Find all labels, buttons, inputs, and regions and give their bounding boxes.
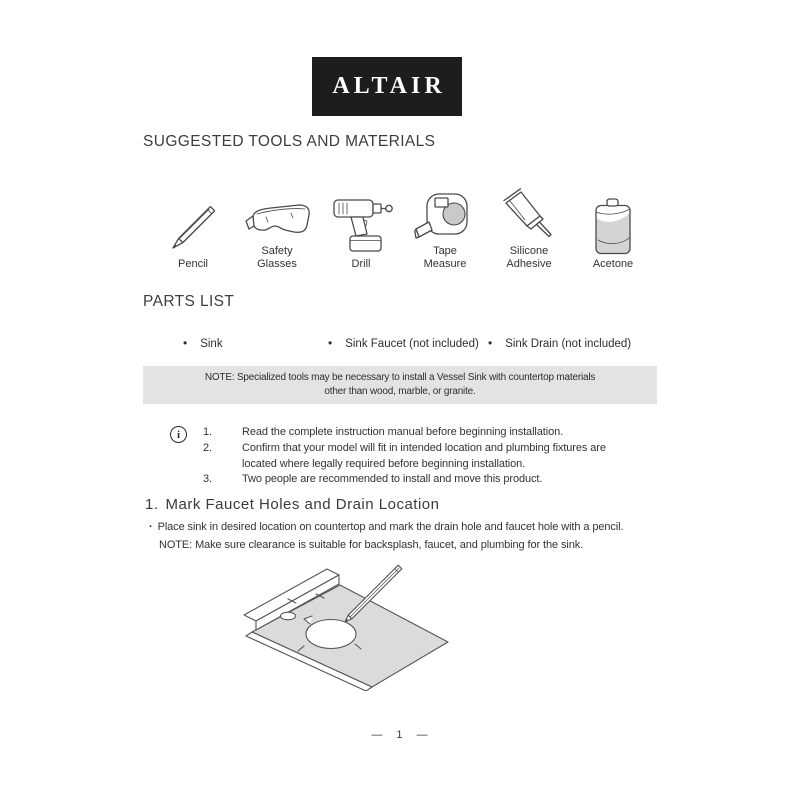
brand-logo-text: ALTAIR — [332, 73, 446, 99]
note-line: NOTE: Specialized tools may be necessary to install a Vessel Sink with countertop materials — [204, 372, 596, 383]
acetone-icon — [589, 176, 637, 255]
faucet-hole — [281, 612, 296, 620]
page-number: — 1 — — [371, 729, 429, 741]
safety-glasses-icon — [241, 176, 313, 242]
warning-number: 1. — [203, 426, 212, 438]
parts-section-heading: PARTS LIST — [143, 293, 235, 310]
drain-outline — [306, 620, 356, 649]
step1-number: 1. — [145, 496, 159, 513]
warning-number: 3. — [203, 473, 212, 486]
tool-label: Safety Glasses — [257, 245, 297, 270]
tool-label: Acetone — [592, 257, 634, 270]
step1-note: NOTE: Make sure clearance is suitable for backsplash, faucet, and plumbing for the sink. — [159, 539, 584, 551]
tool-label: Silicone Adhesive — [506, 245, 552, 270]
tool-item-acetone — [573, 176, 653, 270]
tool-item-pencil — [153, 176, 233, 270]
warning-number: 2. — [203, 441, 212, 454]
warning-text: Confirm that your model will fit in intended location and plumbing fixtures are located where legally required before beginning installation. — [242, 441, 606, 470]
brand-logo — [312, 57, 462, 116]
tool-label: Tape Measure — [423, 245, 467, 270]
warning-item — [203, 472, 663, 488]
pencil-icon — [162, 176, 224, 255]
pre-install-warnings — [203, 425, 663, 488]
tape-measure-icon — [414, 176, 476, 242]
tool-item-safety-glasses — [237, 176, 317, 270]
tools-section-heading: SUGGESTED TOOLS AND MATERIALS — [143, 133, 436, 150]
warning-text: Read the complete instruction manual before beginning installation. — [242, 426, 564, 438]
drill-icon — [329, 176, 393, 255]
silicone-adhesive-icon — [500, 176, 558, 242]
tool-label: Pencil — [178, 257, 208, 270]
parts-list-item: • Sink Drain (not included) — [488, 337, 631, 351]
note-line: other than wood, marble, or granite. — [324, 386, 476, 397]
parts-list-item: • Sink Faucet (not included) — [328, 337, 479, 351]
tool-item-tape-measure — [405, 176, 485, 270]
tool-item-silicone-adhesive — [489, 176, 569, 270]
step1-title: Mark Faucet Holes and Drain Location — [165, 496, 440, 513]
step1-instruction: · Place sink in desired location on countertop and mark the drain hole and faucet hole with a pencil. — [149, 521, 623, 533]
tool-item-drill — [321, 176, 401, 270]
step1-heading — [145, 496, 439, 513]
warning-text: Two people are recommended to install and move this product. — [242, 473, 543, 486]
tool-label: Drill — [351, 257, 371, 270]
warning-item — [203, 441, 663, 473]
tools-row — [153, 176, 653, 272]
warning-item — [203, 425, 663, 441]
parts-list-item: • Sink — [183, 337, 223, 351]
info-icon: i — [170, 426, 187, 443]
specialized-tools-note — [143, 366, 657, 404]
countertop-marking-illustration — [243, 556, 461, 691]
